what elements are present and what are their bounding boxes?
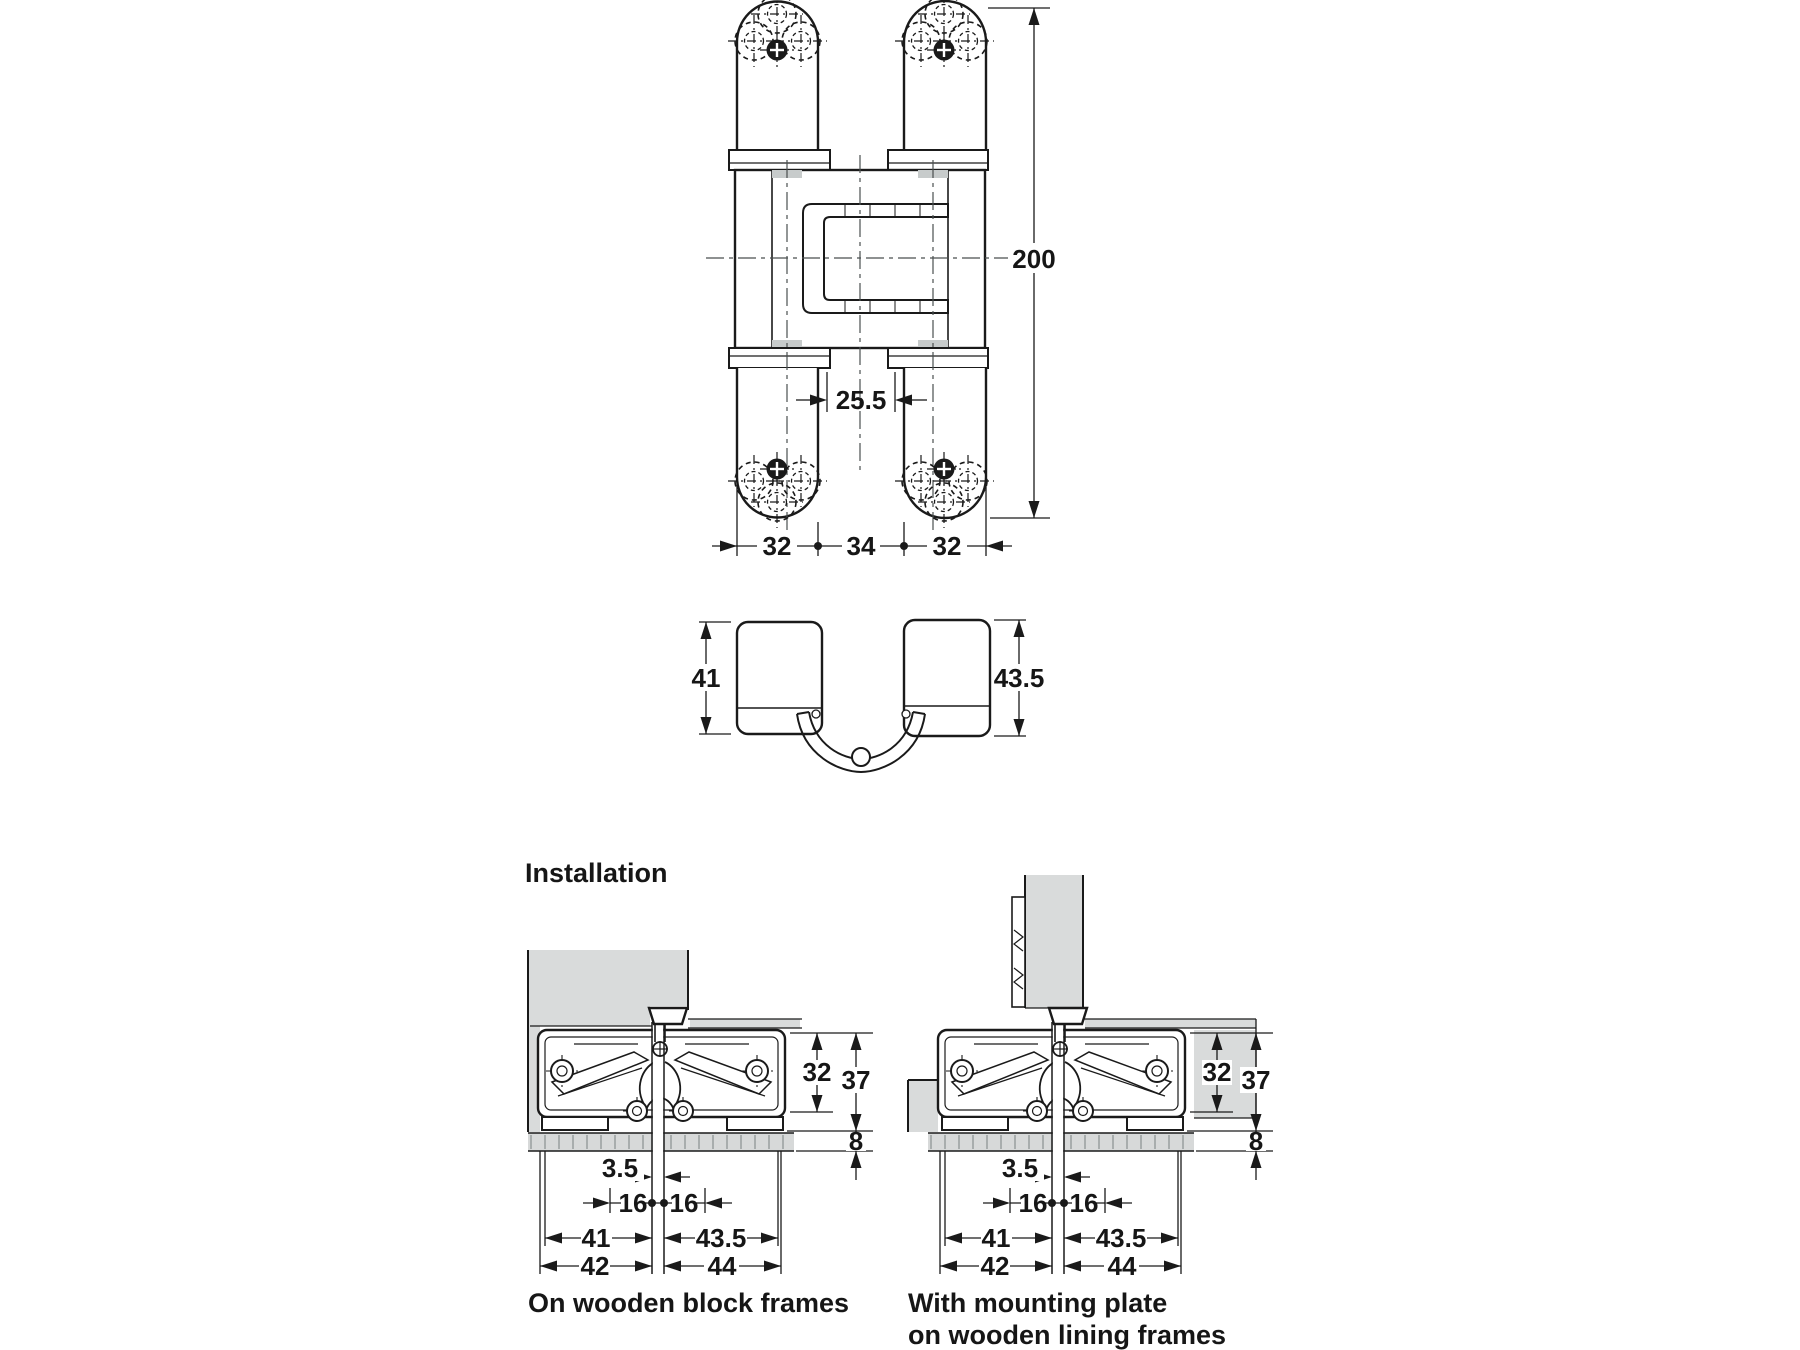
dim-door-cup-width-left: 41 [581,1223,611,1253]
dim-total-height: 200 [1012,244,1056,274]
caption-mounting-plate-line1: With mounting plate [908,1288,1168,1318]
dim-overall-depth-left: 37 [841,1065,871,1095]
hinge-front-view [706,0,1060,561]
dim-frame-side-depth: 43.5 [993,663,1045,693]
dim-frame-cup-width-right: 43.5 [1095,1223,1147,1253]
caption-wooden-block-frames: On wooden block frames [528,1288,850,1318]
dim-frame-cup-width-left: 43.5 [695,1223,747,1253]
dim-overall-depth-right: 37 [1241,1065,1271,1095]
dim-frame-leaf-width: 32 [932,531,962,561]
dim-left-offset-left: 16 [618,1188,648,1218]
dim-door-side-depth: 41 [691,663,721,693]
dim-door-total-width-right: 42 [980,1251,1010,1281]
installation-heading: Installation [525,858,668,888]
dim-door-gap-left: 3.5 [601,1153,639,1183]
dim-cup-depth-left: 32 [802,1057,832,1087]
dim-frame-total-width-left: 44 [707,1251,737,1281]
dim-center-gap: 34 [846,531,876,561]
dim-cup-depth-right: 32 [1202,1057,1232,1087]
dim-right-offset-left: 16 [669,1188,699,1218]
dim-right-offset-right: 16 [1069,1188,1099,1218]
caption-mounting-plate-line2: on wooden lining frames [908,1320,1227,1350]
dim-seal-height-left: 8 [848,1126,864,1156]
dim-frame-total-width-right: 44 [1107,1251,1137,1281]
dim-door-total-width-left: 42 [580,1251,610,1281]
installation-left-drawing [528,950,873,1318]
installation-right-drawing [908,875,1273,1350]
dim-seal-height-right: 8 [1248,1126,1264,1156]
dim-cup-spacing: 25.5 [835,385,887,415]
dim-door-gap-right: 3.5 [1001,1153,1039,1183]
hinge-side-view [690,620,1047,772]
dim-door-leaf-width: 32 [762,531,792,561]
dim-door-cup-width-right: 41 [981,1223,1011,1253]
dim-left-offset-right: 16 [1018,1188,1048,1218]
